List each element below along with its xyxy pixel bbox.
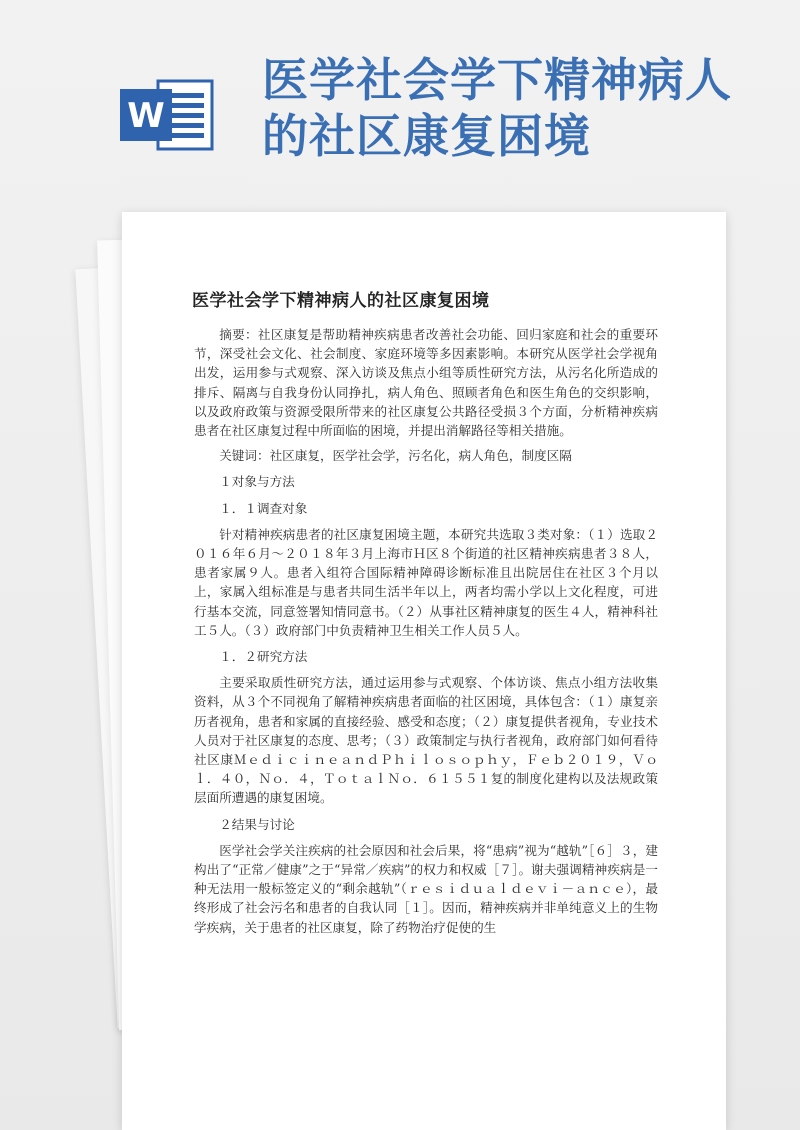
header-title-line2: 的社区康复困境 (262, 109, 591, 163)
document-page (122, 212, 726, 1130)
section-heading: ２结果与讨论 (219, 816, 295, 832)
body-paragraph: 医学社会学关注疾病的社会原因和社会后果，将“患病”视为“越轨”［６］３，建构出了“正常／健康”之于“异常／疾病”的权力和权威［７］。谢夫强调精神疾病是一种无法用一般标签定义的“剩余越轨”（ｒｅｓｉｄｕａｌｄｅｖｉ－ａｎｃｅ），最终形成了社会污名和患者的自我认同［１］。因而，精神疾病并非单纯意义上的生物学疾病，关于患者的社区康复，除了药物治疗促使的生 (194, 842, 658, 935)
subsection-heading: １．１调查对象 (219, 500, 308, 516)
section-heading: １对象与方法 (219, 474, 295, 490)
header-title-line1: 医学社会学下精神病人 (262, 53, 732, 107)
keywords-paragraph: 关键词：社区康复，医学社会学，污名化，病人角色，制度区隔 (219, 448, 572, 464)
header-title (262, 52, 782, 164)
subsection-heading: １．２研究方法 (219, 649, 308, 665)
document-title: 医学社会学下精神病人的社区康复困境 (192, 291, 490, 311)
word-icon (120, 75, 215, 155)
body-paragraph: 针对精神疾病患者的社区康复困境主题，本研究共选取３类对象：（１）选取２０１６年６月～２０１８年３月上海市Ｈ区８个街道的社区精神疾病患者３８人，患者家属９人。患者入组符合国际精神障碍诊断标准且出院居住在社区３个月以上，家属入组标准是与患者共同生活半年以上，两者均需小学以上文化程度，可进行基本交流，同意签署知情同意书。（２）从事社区精神康复的医生４人，精神科社工５人。（３）政府部门中负责精神卫生相关工作人员５人。 (194, 526, 658, 638)
abstract-paragraph: 摘要：社区康复是帮助精神疾病患者改善社会功能、回归家庭和社会的重要环节，深受社会文化、社会制度、家庭环境等多因素影响。本研究从医学社会学视角出发，运用参与式观察、深入访谈及焦点小组等质性研究方法，从污名化所造成的排斥、隔离与自我身份认同挣扎，病人角色、照顾者角色和医生角色的交织影响，以及政府政策与资源受限所带来的社区康复公共路径受损３个方面，分析精神疾病患者在社区康复过程中所面临的困境，并提出消解路径等相关措施。 (194, 327, 658, 439)
document-content (194, 325, 658, 941)
word-logo-letter: W (127, 96, 165, 136)
body-paragraph: 主要采取质性研究方法，通过运用参与式观察、个体访谈、焦点小组方法收集资料，从３个不同视角了解精神疾病患者面临的社区困境，具体包含：（１）康复亲历者视角，患者和家属的直接经验、感受和态度；（２）康复提供者视角，专业技术人员对于社区康复的态度、思考；（３）政策制定与执行者视角，政府部门如何看待社区康ＭｅｄｉｃｉｎｅａｎｄＰｈｉｌｏｓｏｐｈｙ，Ｆｅｂ２０１９，Ｖｏｌ．４０，Ｎｏ．４，ＴｏｔａｌＮｏ．６１５５１复的制度化建构以及法规政策层面所遭遇的康复困境。 (194, 675, 658, 806)
